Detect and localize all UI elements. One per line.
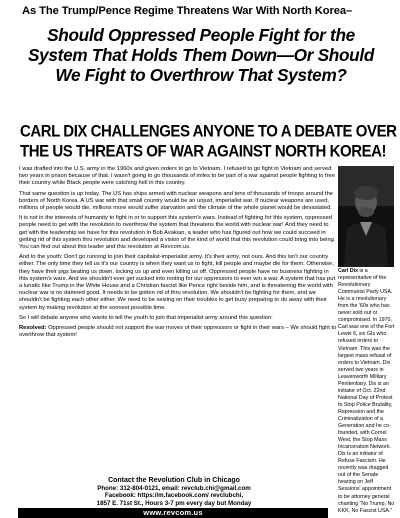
- contact-address: 1857 E. 71st St., Hours 3-7 pm every day but Monday: [96, 499, 252, 507]
- bio-name: Carl Dix: [338, 268, 359, 274]
- body-paragraph: I was drafted into the U.S. army in the 1960s and given orders to go to Vietnam. I refused to go fight in Vietnam and served two years in prison because of that. I wasn't going to go thousands of miles to be part of a war against people fighting to free their country while Black people were catching hell in this country.: [19, 166, 335, 187]
- banner-line-1: CARL DIX CHALLENGES ANYONE TO A DEBATE OVER: [20, 122, 397, 142]
- bio-sidebar: [338, 268, 396, 515]
- portrait-photo: [338, 166, 394, 267]
- headline-line-2: System That Holds Them Down—Or Should: [27, 45, 375, 65]
- bio-text: is a representative of the Revolutionary Communist Party USA. He is a revolutionary from the '60s who has never sold out or compromised. In 1970, Carl was one of the Fort Lewis 6, six GIs who refused orders to Vietnam. This was the largest mass refusal of orders to Vietnam. Dix served two years in Leavenworth Military Penitentiary. Dix is an initiator of Oct. 22nd National Day of Protest to Stop Police Brutality, Repression and the Criminalization of a Generation and he co-founded, with Cornel West, the Stop Mass Incarceration Network. Dix is an initiator of Refuse Fascism. He recently was dragged out of the Senate hearing on Jeff Sessions' appointment to be attorney general chanting “No Trump, No KKK, No Fascist USA.”: [338, 268, 395, 514]
- body-paragraph: And to the youth: Don't go running to join their capitalist-imperialist army. It's their army, not ours. And this isn't our country either. The only time they tell us it's our country is when they want us to fight, kill people and maybe die for them. Otherwise, they have their pigs beating us down, locking us up and even killing us off. Oppressed people have no business fighting in this system's wars. And we shouldn't ever get sucked into rooting for our oppressors to ever win a war. A system that has put a lunatic like Trump in the White House and a Christian fascist like Pence right beside him, and is threatening the world with nuclear war is no damned good. It needs to be gotten rid of thru revolution. We shouldn't be fighting for them, and we shouldn't be fighting each other either. We need to be seizing on their troubles to get busy preparing to do away with their system by making revolution at the soonest possible time.: [19, 254, 336, 311]
- body-text: [19, 166, 337, 342]
- headline-line-1: Should Oppressed People Fight for the: [47, 25, 355, 45]
- resolved-statement: [19, 325, 337, 339]
- kicker-line: As The Trump/Pence Regime Threatens War With North Korea–: [22, 5, 353, 17]
- headline: [8, 25, 394, 85]
- contact-block: [22, 477, 326, 507]
- website-bar: www.revcom.us: [18, 508, 328, 518]
- body-paragraph: So I will debate anyone who wants to tell the youth to join that imperialist army around this question:: [19, 314, 273, 321]
- debate-banner: [20, 122, 397, 162]
- contact-title: Contact the Revolution Club in Chicago: [108, 477, 240, 484]
- contact-facebook: Facebook: https://m.facebook.com/ revclubchi,: [104, 492, 244, 500]
- contact-phone-email: Phone: 312-804-0121, email: revclub.chi@gmail.com: [97, 485, 251, 492]
- banner-line-2: THE US THREATS OF WAR AGAINST NORTH KOREA!: [20, 142, 387, 162]
- portrait-image: [338, 166, 394, 267]
- body-paragraph: That same question is up today. The US has ships armed with nuclear weapons and tens of thousands of troops around the borders of North Korea. A US war with that small country would be an unjust, imperialist war. If nuclear weapons are used, millions of people would die, millions more would suffer starvation and the climate of the whole planet would be devastated.: [19, 190, 333, 212]
- headline-line-3: We Fight to Overthrow That System?: [55, 65, 347, 85]
- resolved-text: Oppressed people should not support the war moves of their oppressors or fight in their wars – We should fight to overthrow that system!: [19, 325, 337, 339]
- body-paragraph: It is not in the interests of humanity to fight in or to support this system's wars. Instead of fighting for this system, oppressed people need to get with the revolution to overthrow the system that threatens the world with nuclear war! And they need to get with the leadership we have for this revolution in Bob Avakian, a leader who has figured out how we could succeed in getting rid of this system thru revolution and developed a vision of the kind of world that this revolution could bring into being. You can find out about this leader and this revolution at Revcom.us.: [19, 215, 336, 251]
- resolved-label: Resolved:: [19, 325, 47, 332]
